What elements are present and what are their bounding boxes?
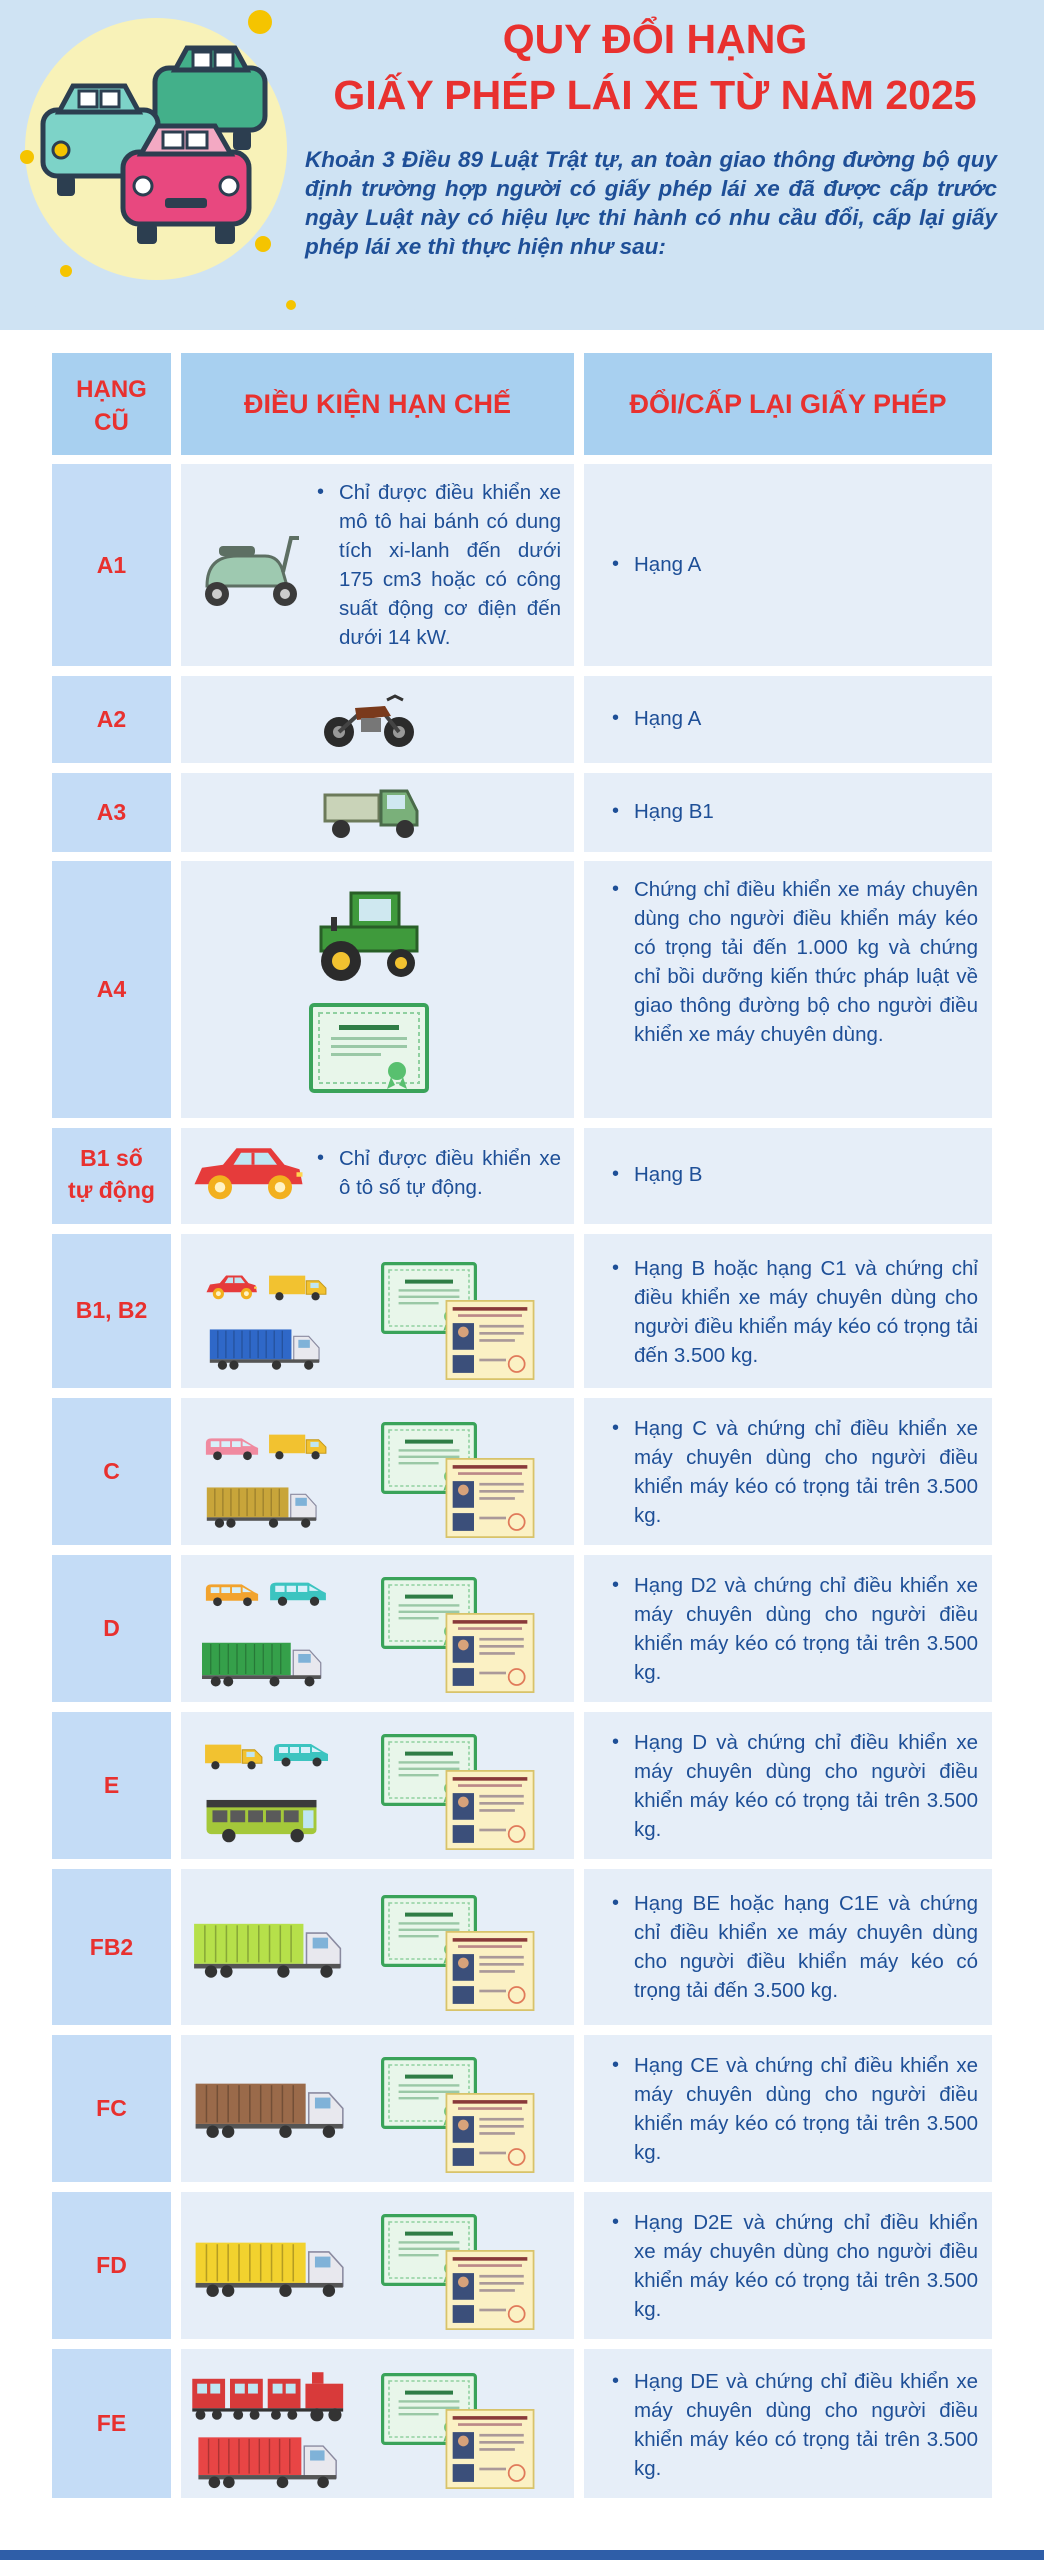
- page-title-line1: QUY ĐỔI HẠNG: [502, 16, 808, 62]
- small-truck-icon: [267, 1270, 329, 1304]
- grade-label: FC: [96, 2095, 127, 2121]
- grade-label-line1: B1 số: [80, 1145, 143, 1171]
- license-icon: [445, 2409, 535, 2489]
- header-exchange: ĐỔI/CẤP LẠI GIẤY PHÉP: [629, 389, 947, 419]
- table-row-a4-restriction: [181, 861, 574, 1118]
- license-icon: [445, 1300, 535, 1380]
- table-row-c-restriction: [181, 1398, 574, 1545]
- table-row-c-exchange: [584, 1398, 992, 1545]
- minibus-icon: [267, 1575, 329, 1611]
- motorcycle-icon: [321, 686, 416, 752]
- container-truck-icon: [191, 2238, 349, 2300]
- small-truck-icon: [203, 1738, 265, 1774]
- header-old-grade-line1: HẠNG: [76, 376, 147, 403]
- table-row-b1-auto-exchange: [584, 1128, 992, 1224]
- table-row-a1-exchange: [584, 464, 992, 666]
- container-truck-icon: [199, 1639, 325, 1689]
- restriction-text: • Chỉ được điều khiển xe ô tô số tự động.: [339, 1144, 561, 1202]
- header-restriction: ĐIỀU KIỆN HẠN CHẾ: [243, 389, 512, 419]
- minibus-icon: [271, 1736, 331, 1772]
- certificate-icon: [309, 1003, 429, 1093]
- table-row-b1b2-exchange: [584, 1234, 992, 1388]
- table-row-e-restriction: [181, 1712, 574, 1859]
- exchange-text: • Hạng CE và chứng chỉ điều khiển xe máy chuyên dùng cho người điều khiển máy kéo có trọng tải trên 3.500 kg.: [634, 2051, 978, 2167]
- grade-label: FB2: [89, 1934, 134, 1960]
- grade-label: D: [103, 1615, 120, 1641]
- table-row-a2-grade: [52, 676, 171, 763]
- footer-bar: [0, 2550, 1044, 2560]
- table-row-fb2-exchange: [584, 1869, 992, 2025]
- table-row-fe-restriction: [181, 2349, 574, 2498]
- exchange-text: • Chứng chỉ điều khiển xe máy chuyên dùng cho người điều khiển máy kéo có trọng tải đến 1.000 kg và chứng chỉ bồi dưỡng kiến thức pháp luật về giao thông đường bộ cho người điều khiển xe máy chuyên dùng.: [634, 875, 978, 1049]
- container-truck-icon: [191, 2079, 349, 2141]
- grade-label: A3: [96, 799, 127, 825]
- table-row-a1-grade: [52, 464, 171, 666]
- grade-label: A4: [96, 976, 127, 1002]
- grade-label: FE: [96, 2410, 127, 2436]
- small-truck-icon: [267, 1428, 329, 1464]
- table-row-fc-grade: [52, 2035, 171, 2182]
- minivan-icon: [203, 1432, 261, 1464]
- exchange-text: • Hạng A: [634, 704, 974, 733]
- table-row-fb2-grade: [52, 1869, 171, 2025]
- table-row-b1b2-grade: [52, 1234, 171, 1388]
- grade-label: FD: [96, 2252, 127, 2278]
- license-icon: [445, 1931, 535, 2011]
- train-icon: [189, 2367, 353, 2425]
- grade-label: A2: [96, 706, 127, 732]
- table-row-e-exchange: [584, 1712, 992, 1859]
- three-wheeler-icon: [321, 781, 426, 843]
- exchange-text: • Hạng DE và chứng chỉ điều khiển xe máy chuyên dùng cho người điều khiển máy kéo có trọng tải trên 3.500 kg.: [634, 2367, 978, 2483]
- exchange-text: • Hạng B: [634, 1160, 974, 1189]
- grade-label: A1: [96, 552, 127, 578]
- header-cell-old-grade: [52, 353, 171, 455]
- tractor-icon: [311, 887, 426, 987]
- table-row-a3-exchange: [584, 773, 992, 852]
- license-icon: [445, 1613, 535, 1693]
- table-row-d-restriction: [181, 1555, 574, 1702]
- exchange-text: • Hạng B1: [634, 797, 974, 826]
- table-row-b1b2-restriction: [181, 1234, 574, 1388]
- exchange-text: • Hạng D2 và chứng chỉ điều khiển xe máy chuyên dùng cho người điều khiển máy kéo có trọng tải trên 3.500 kg.: [634, 1571, 978, 1687]
- container-truck-icon: [191, 1919, 345, 1981]
- table-row-a4-exchange: [584, 861, 992, 1118]
- table-row-fe-grade: [52, 2349, 171, 2498]
- container-truck-icon: [191, 2433, 345, 2491]
- exchange-text: • Hạng B hoặc hạng C1 và chứng chỉ điều khiển xe máy chuyên dùng cho người điều khiển máy kéo có trọng tải đến 3.500 kg.: [634, 1254, 978, 1370]
- exchange-text: • Hạng D và chứng chỉ điều khiển xe máy chuyên dùng cho người điều khiển máy kéo có trọng tải trên 3.500 kg.: [634, 1728, 978, 1844]
- table-row-fd-exchange: [584, 2192, 992, 2339]
- table-row-fd-restriction: [181, 2192, 574, 2339]
- table-row-d-exchange: [584, 1555, 992, 1702]
- table-row-a1-restriction: [181, 464, 574, 666]
- intro-paragraph: Khoản 3 Điều 89 Luật Trật tự, an toàn giao thông đường bộ quy định trường hợp người có giấy phép lái xe đã được cấp trước ngày Luật này có hiệu lực thi hành có nhu cầu đổi, cấp lại giấy phép lái xe thì thực hiện như sau:: [305, 147, 997, 259]
- table-row-b1-auto-restriction: [181, 1128, 574, 1224]
- table-row-b1-auto-grade: [52, 1128, 171, 1224]
- header-old-grade-line2: CŨ: [94, 409, 129, 436]
- table-row-fd-grade: [52, 2192, 171, 2339]
- car-icon: [187, 1138, 307, 1208]
- exchange-text: • Hạng D2E và chứng chỉ điều khiển xe máy chuyên dùng cho người điều khiển máy kéo có trọng tải trên 3.500 kg.: [634, 2208, 978, 2324]
- license-icon: [445, 2093, 535, 2173]
- table-row-a3-grade: [52, 773, 171, 852]
- table-row-fc-restriction: [181, 2035, 574, 2182]
- grade-label: C: [103, 1458, 120, 1484]
- grade-label-line2: tự động: [68, 1177, 155, 1203]
- table-row-e-grade: [52, 1712, 171, 1859]
- exchange-text: • Hạng C và chứng chỉ điều khiển xe máy chuyên dùng cho người điều khiển máy kéo có trọng tải trên 3.500 kg.: [634, 1414, 978, 1530]
- table-row-fc-exchange: [584, 2035, 992, 2182]
- table-row-a3-restriction: [181, 773, 574, 852]
- van-icon: [203, 1577, 261, 1611]
- license-icon: [445, 1458, 535, 1538]
- header-cell-restriction: [181, 353, 574, 455]
- car-icon: [203, 1270, 259, 1304]
- table-row-fb2-restriction: [181, 1869, 574, 2025]
- exchange-text: • Hạng BE hoặc hạng C1E và chứng chỉ điều khiển xe máy chuyên dùng cho người điều khiển máy kéo có trọng tải đến 3.500 kg.: [634, 1889, 978, 2005]
- container-truck-icon: [203, 1484, 321, 1530]
- grade-label: E: [103, 1772, 120, 1798]
- table-row-fe-exchange: [584, 2349, 992, 2498]
- table-row-c-grade: [52, 1398, 171, 1545]
- restriction-text: • Chỉ được điều khiển xe mô tô hai bánh có dung tích xi-lanh đến dưới 175 cm3 hoặc có công suất động cơ điện đến dưới 14 kW.: [339, 478, 561, 652]
- license-icon: [445, 1770, 535, 1850]
- scooter-icon: [187, 516, 307, 616]
- exchange-text: • Hạng A: [634, 550, 974, 579]
- table-row-a4-grade: [52, 861, 171, 1118]
- table-row-a2-restriction: [181, 676, 574, 763]
- grade-label: B1, B2: [75, 1297, 148, 1323]
- bus-icon: [203, 1794, 323, 1846]
- page-title-line2: GIẤY PHÉP LÁI XE TỪ NĂM 2025: [333, 72, 977, 118]
- table-row-d-grade: [52, 1555, 171, 1702]
- header-cell-exchange: [584, 353, 992, 455]
- container-truck-icon: [207, 1326, 323, 1372]
- table-row-a2-exchange: [584, 676, 992, 763]
- license-icon: [445, 2250, 535, 2330]
